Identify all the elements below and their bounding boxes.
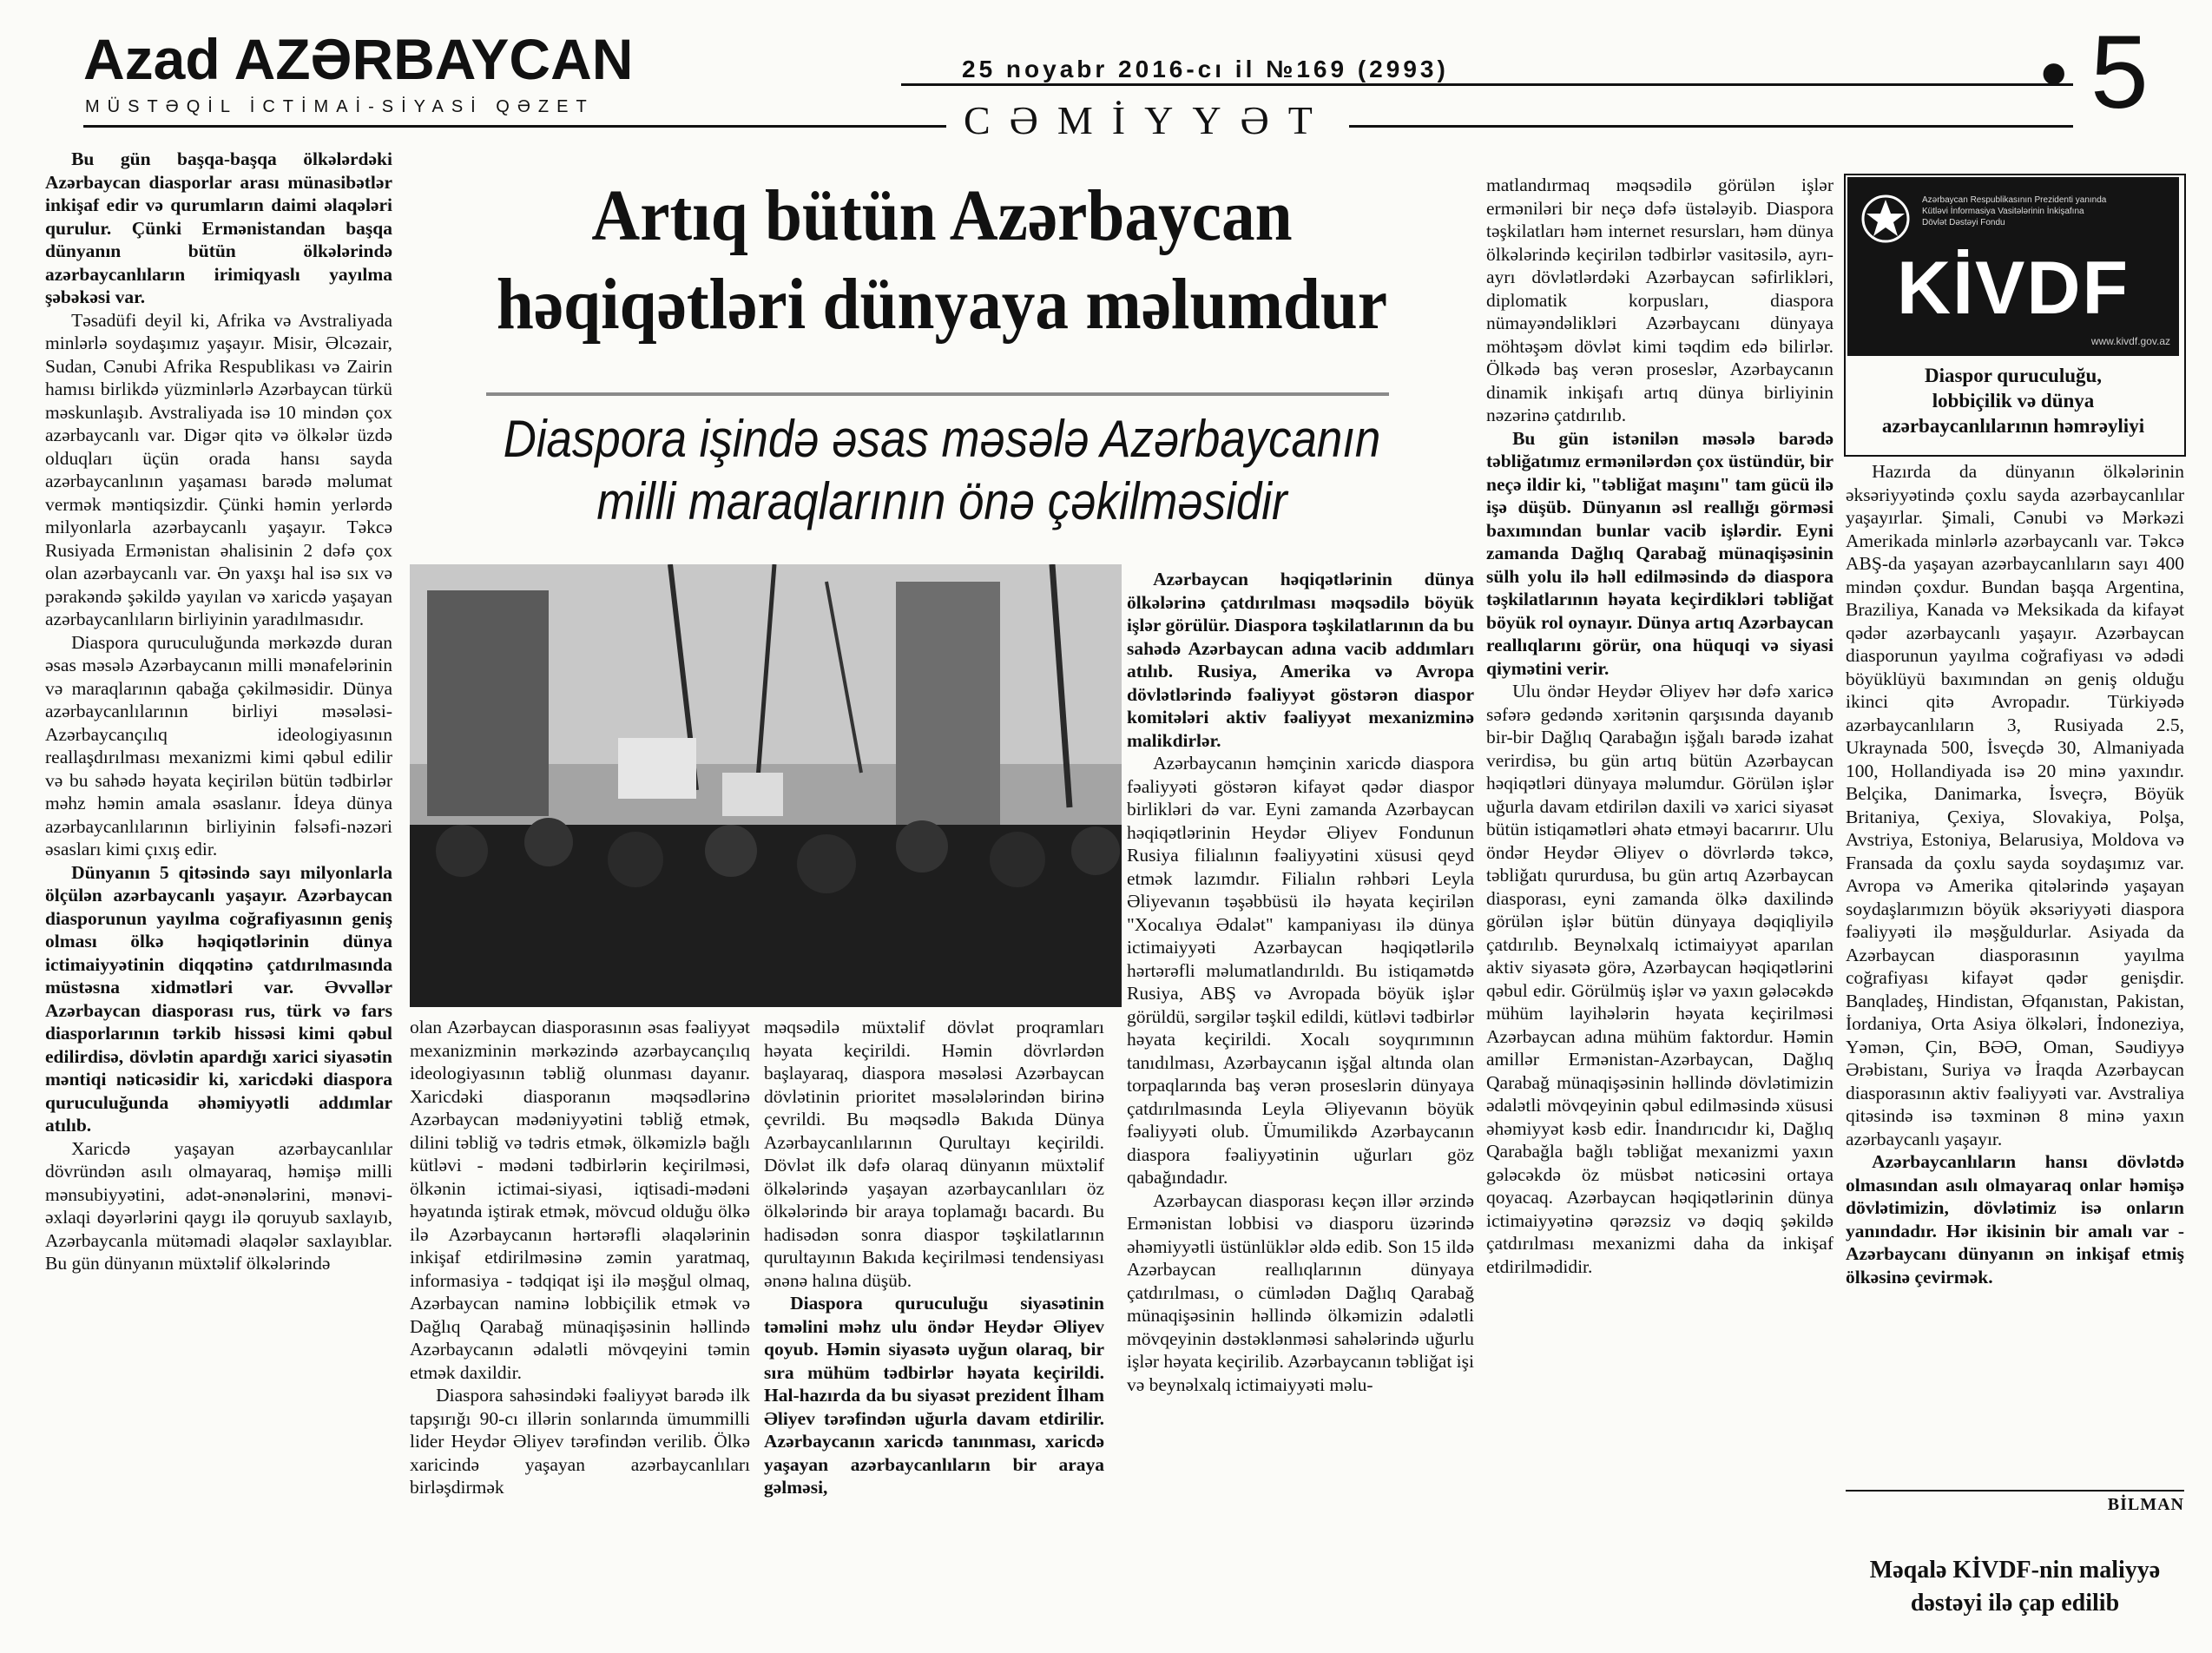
funding-note-line-2: dəstəyi ilə çap edilib: [1910, 1590, 2120, 1617]
funding-note: [1846, 1554, 2184, 1620]
paragraph: Azərbaycan həqiqətlərinin dünya ölkələrinə çatdırılması məqsədilə böyük işlər görülür. Diaspora təşkilatlarının da bu sahədə Azərbaycan adına vacib addımları atılıb. Rusiya, Amerika və Avropa dövlətlərində fəaliyyət göstərən diaspor komitələri aktiv fəaliyyət mexanizminə malikdirlər.: [1127, 569, 1474, 751]
headline-divider: [486, 392, 1389, 396]
paragraph: Xaricdə yaşayan azərbaycanlılar dövründən asılı olmayaraq, həmişə milli mənsubiyyətini, adət-ənənələrini, mənəvi-əxlaqi dəyərlərini qaygı ilə qoruyub saxlayıb, Azərbaycanla mütəmadi əlaqələr saxlayıblar. Bu gün dünyanın müxtəlif ölkələrində: [45, 1137, 392, 1274]
headline-line-2: həqiqətləri dünyaya məlumdur: [496, 264, 1388, 345]
paragraph: Azərbaycanın həmçinin xaricdə diaspora fəaliyyəti göstərən kifayət qədər diaspor birlikləri də var. Eyni zamanda Azərbaycan həqiqətlərinin Heydər Əliyev Fondunun Rusiya filialının fəaliyyətini xüsusi qeyd etmək lazımdır. Filialın rəhbəri Leyla Əliyevanın təşəbbüsü ilə həyata keçirilən "Xocalıya Ədalət" kampaniyası ilə dünya ictimaiyyəti Azərbaycan həqiqətlərilə hərtərəfli məlumatlandırıldı. Bu istiqamətdə Rusiya, ABŞ və Avropada böyük işlər görüldü, sərgilər təşkil edildi, kütləvi tədbirlər həyata keçirildi. Xocalı soyqırımının tanıdılması, Azərbaycanın işğal altında olan torpaqlarında baş verən proseslərin dünyaya çatdırılmasında Leyla Əliyevanın böyük fəaliyyəti olub. Ümumilikdə Azərbaycanın diaspora fəaliyyətinin uğurları göz qabağındadır.: [1127, 753, 1474, 1188]
logo-small-text-2: Kütləvi İnformasiya Vasitələrinin İnkişafına: [1922, 207, 2084, 216]
paragraph: Azərbaycanlıların hansı dövlətdə olmasından asılı olmayaraq onlar həmişə dövlətimizin, dövlətimiz isə onların yanındadır. Hər ikisinin bir amalı var - Azərbaycanı dünyanın ən inkişaf etmiş ölkəsinə çevirmək.: [1846, 1151, 2184, 1287]
headline: [451, 172, 1433, 349]
paragraph: Diaspora quruculuğu siyasətinin təməlini məhz ulu öndər Heydər Əliyev qoyub. Həmin siyasətə uyğun olaraq, bir sıra mühüm tədbirlər həyata keçirildi. Hal-hazırda da bu siyasət prezident İlham Əliyev tərəfindən uğurla davam etdirilir. Azərbaycanın xaricdə tanınması, xaricdə yaşayan azərbaycanlıların bir araya gəlməsi,: [764, 1293, 1104, 1498]
section-name: CƏMİYYƏT: [946, 97, 1349, 143]
paragraph: Bu gün istənilən məsələ barədə təbliğatımız ermənilərdən çox üstündür, bir neçə ildir ki, "təbliğat maşını" tam gücü ilə işə düşüb. Dünyanın əsl reallığı görməsi baxımından bunlar vacib işlərdir. Eyni zamanda Dağlıq Qarabağ münaqişəsinin sülh yolu ilə həll edilməsində də diaspora təşkilatlarının həyata keçirdikləri təbliğat böyük rol oynayır. Dünya artıq Azərbaycan reallıqlarını görür, ona hüquqi və siyasi qiymətini verir.: [1486, 427, 1833, 679]
subhead-line-1: Diaspora işində əsas məsələ Azərbaycanın: [503, 410, 1381, 468]
article-column-1: [45, 148, 392, 1275]
page-bullet: •: [2040, 30, 2068, 117]
author-rule: [1846, 1490, 2184, 1492]
article-column-5: [1486, 174, 1833, 1278]
article-column-2: [410, 1016, 750, 1499]
emblem-icon: [1860, 193, 1912, 245]
paragraph: Hazırda da dünyanın ölkələrinin əksəriyyətində çoxlu sayda azərbaycanlılar yaşayırlar. Şimali, Cənubi və Mərkəzi Amerikada minlərlə azərbaycanlı var. Təkcə ABŞ-da yaşayan azərbaycanlıların sayı 400 mindən çoxdur. Bundan başqa Argentina, Braziliya, Kanada və Meksikada da kifayət qədər azərbaycanlı yaşayır. Azərbaycan diasporunun yayılma coğrafiyası və ədədi böyüklüyü baxımından ən geniş olduğu ikinci qitə Avropadır. Türkiyədə azərbaycanlıların 3, Rusiyada 2.5, Ukraynada 500, İsveçdə 30, Almaniyada 100, Hollandiyada isə 20 minə yaxındır. Belçika, Danimarka, İsveçrə, Böyük Britaniya, Çexiya, Slovakiya, Polşa, Avstriya, Estoniya, Belarusiya, Moldova və Fransada da çoxlu sayda soydaşımız var. Avropa və Amerika qitələrində yaşayan soydaşlarımızın böyük əksəriyyəti diaspora fəaliyyəti ilə məşğuldurlar. Asiyada da Azərbaycan diasporasının yayılma coğrafiyası kifayət qədər genişdir. Banqladeş, Hindistan, Əfqanıstan, Pakistan, İordaniya, Orta Asiya ölkələri, İndoneziya, Yəmən, Çin, BƏƏ, Oman, Səudiyyə Ərəbistanı, Suriya və İraqda Azərbaycan diasporasının aktiv fəaliyyəti var. Avstraliya qitəsində isə təxminən 8 minə yaxın azərbaycanlı yaşayır.: [1846, 461, 2184, 1149]
caption-line-1: Diaspor quruculuğu,: [1924, 365, 2103, 386]
paragraph: Diaspora quruculuğunda mərkəzdə duran əsas məsələ Azərbaycanın milli mənafelərinin və maraqlarının qabağa çəkilməsidir. Dünya azərbaycanlılarının birliyi məsələsi-Azərbaycançılıq ideologiyasının reallaşdırılması mexanizmi kimi qəbul edilir və bu sahədə həyata keçirilən bütün tədbirlər məhz həmin amala əsaslanır. İdeya dünya azərbaycanlılarının birliyinin fəlsəfi-nəzəri əsasları kimi çıxış edir.: [45, 631, 392, 859]
masthead-tagline: MÜSTƏQİL İCTİMAİ-SİYASİ QƏZET: [85, 97, 595, 116]
paragraph: məqsədilə müxtəlif dövlət proqramları həyata keçirildi. Həmin dövrlərdən başlayaraq, diaspora məsələsi Azərbaycan dövlətinin prioritet məsələlərindən birinə çevrildi. Bu məqsədlə Bakıda Dünya Azərbaycanlılarının Qurultayı keçirildi. Dövlət ilk dəfə olaraq dünyanın müxtəlif ölkələrində yaşayan azərbaycanlıları öz ölkələrində bir araya toplamağı bacardı. Bu hadisədən sonra diaspor təşkilatlarının qurultayının Bakıda keçirilməsi tendensiyası ənənə halına düşüb.: [764, 1017, 1104, 1291]
crowd-photo: [410, 564, 1122, 1007]
article-column-4: [1127, 568, 1474, 1396]
subheadline: [472, 408, 1412, 533]
crowd-photo-icon: [410, 564, 1122, 1007]
article-column-6: [1846, 460, 2184, 1288]
paragraph: Dünyanın 5 qitəsində sayı milyonlarla ölçülən azərbaycanlı yaşayır. Azərbaycan diasporunun yayılma coğrafiyasının geniş olması ölkə həqiqətlərinin dünya ictimaiyyətinin diqqətinə çatdırılmasında müstəsna xidmətləri var. Əvvəllər Azərbaycan diasporası rus, türk və fars diasporlarının tərkib hissəsi kimi qəbul edilirdisə, dövlətin apardığı xarici siyasətin məntiqi nəticəsidir ki, xaricdəki diaspora quruculuğunda əhəmiyyətli addımlar atılıb.: [45, 861, 392, 1136]
paragraph: matlandırmaq məqsədilə görülən işlər erməniləri bir neçə dəfə üstələyib. Diaspora təşkilatları həm internet resursları, həm dünya ölkələrində keçirilən tədbirlər vasitəsilə, ayrı-ayrı dövlətlərdəki Azərbaycan səfirlikləri, diplomatik korpusları, diaspora nümayəndəlikləri Azərbaycanı dünyaya möhtəşəm dövlət kimi təqdim edə bilirlər. Ölkədə baş verən proseslər, Azərbaycanın dinamik inkişafı artıq dünya birliyinin nəzərinə çatdırılıb.: [1486, 175, 1833, 425]
article-column-3: [764, 1016, 1104, 1499]
paragraph: Diaspora sahəsindəki fəaliyyət barədə ilk tapşırığı 90-cı illərin sonlarında ümummilli lider Heydər Əliyev tərəfindən verilib. Ölkə xaricində yaşayan azərbaycanlıları birləşdirmək: [410, 1385, 750, 1498]
masthead-title: Azad AZƏRBAYCAN: [83, 27, 634, 91]
logo-small-text-1: Azərbaycan Respublikasının Prezidenti yanında: [1922, 195, 2107, 205]
paragraph: Təsadüfi deyil ki, Afrika və Avstraliyada minlərlə soydaşımız yaşayır. Misir, Əlcəzair, Sudan, Cənubi Afrika Respublikası və Zairin hamısı birlikdə yüzminlərlə Azərbaycan türkü məskunlaşıb. Avstraliyada isə 10 mindən çox azərbaycanlı var. Digər qitə və ölkələr üzdə olduqları üçün orada hansı sayda azərbaycanlının yaşaması barədə məlumat vermək məntiqsizdir. Çünki həmin yerlərdə milyonlarla azərbaycanlı yaşayır. Təkcə Rusiyada Ermənistan əhalisinin 2 dəfə çox olan azərbaycanlı var. Ən yaxşı hal isə sıx və pərakəndə şəkildə yayılan və xaricdə yaşayan azərbaycanlıların birliyinin yaradılmasıdır.: [45, 309, 392, 629]
funding-note-line-1: Məqalə KİVDF-nin maliyyə: [1869, 1557, 2161, 1584]
paragraph: Azərbaycan diasporası keçən illər ərzində Ermənistan lobbisi və diasporu üzərində əhəmiyyətli üstünlüklər əldə edib. Son 15 ildə Azərbaycan reallıqlarının dünyaya çatdırılması, o cümlədən Dağlıq Qarabağ münaqişəsinin həllində ölkəmizin ədalətli mövqeyinin dəstəklənməsi sahələrində uğurlu işlər həyata keçirilib. Azərbaycanın təbliğat işi və beynəlxalq ictimaiyyəti məlu-: [1127, 1189, 1474, 1395]
sidebar-caption: [1847, 363, 2179, 438]
subhead-line-2: milli maraqlarının önə çəkilməsidir: [596, 472, 1287, 530]
logo-acronym: KİVDF: [1897, 247, 2130, 330]
logo-small-text-3: Dövlət Dəstəyi Fondu: [1922, 218, 2005, 227]
headline-line-1: Artıq bütün Azərbaycan: [591, 175, 1293, 256]
caption-line-3: azərbaycanlılarının həmrəyliyi: [1881, 415, 2145, 437]
paragraph: olan Azərbaycan diasporasının əsas fəaliyyət mexanizminin mərkəzində azərbaycançılıq ideologiyasının təbliğ olunması dayanır. Xaricdəki diasporanın məqsədlərinə Azərbaycan mədəniyyətini təbliğ etmək, dilini təbliğ və tədris etmək, ölkəmizlə bağlı kütləvi - mədəni tədbirlərin keçirilməsi, ölkənin ictimai-siyasi, iqtisadi-mədəni həyatında iştirak etmək, mövcud olduğu ölkə ilə Azərbaycanın hərtərəfli əlaqələrinin inkişaf etdirilməsinə zəmin yaratmaq, informasiya - tədqiqat işi ilə məşğul olmaq, Azərbaycan naminə lobbiçilik etmək və Dağlıq Qarabağ münaqişəsinin həllində Azərbaycanın ədalətli mövqeyini təmin etmək daxildir.: [410, 1017, 750, 1383]
masthead-rule-top: [901, 83, 2073, 86]
paragraph: Bu gün başqa-başqa ölkələrdəki Azərbaycan diasporlar arası münasibətlər inkişaf edir və qurumların daimi əlaqələri qurulur. Çünki Ermənistandan başqa dünyanın bütün ölkələrində azərbaycanlıların irimiqyaslı yayılma şəbəkəsi var.: [45, 148, 392, 307]
author-signature: BİLMAN: [2107, 1495, 2184, 1514]
issue-line: 25 noyabr 2016-cı il №169 (2993): [962, 56, 1449, 82]
logo-url: www.kivdf.gov.az: [2090, 335, 2170, 347]
paragraph: Ulu öndər Heydər Əliyev hər dəfə xaricə səfərə gedəndə xəritənin qarşısında dayanıb bir-bir Dağlıq Qarabağın işğalı barədə izahat verirdisə, bu gün artıq bütün Azərbaycan həqiqətləri dünyaya məlumdur. Görülən işlər uğurla davam etdirilən daxili və xarici siyasət bütün istiqamətləri əhatə etməyi bacarırır. Ulu öndər Heydər Əliyev o dövrlərdə təkcə, təbliğatı qururdusa, bu gün artıq Azərbaycan diasporası, eyni zamanda ölkə daxilində görülən işlər bütün dünyaya dəqiqliyilə çatdırılıb. Beynəlxalq ictimaiyyət aparılan aktiv siyasətə görə, Azərbaycan həqiqətlərini qəbul edir. Görülmüş işlər və yaxın gələcəkdə mühüm layihələrin həyata keçirilməsi Azərbaycan adına mühüm faktordur. Həmin amillər Ermənistan-Azərbaycan, Dağlıq Qarabağ münaqişəsinin həllində dövlətimizin ədalətli mövqeyinin qəbul edilməsində xüsusi əhəmiyyət kəsb edir. İnandırıcıdır ki, Dağlıq Qarabağla bağlı təbliğat mexanizmi yaxın gələcəkdə öz müsbət nəticəsini ortaya qoyacaq. Azərbaycan həqiqətlərinin dünya ictimaiyyətinə qərəzsiz və dəqiq şəkildə çatdırılması mexanizmi daha da inkişaf etdirilmədidir.: [1486, 681, 1833, 1277]
caption-line-2: lobbiçilik və dünya: [1932, 390, 2095, 412]
kivdf-logo: [1847, 177, 2179, 356]
page-number: 5: [2090, 14, 2149, 130]
